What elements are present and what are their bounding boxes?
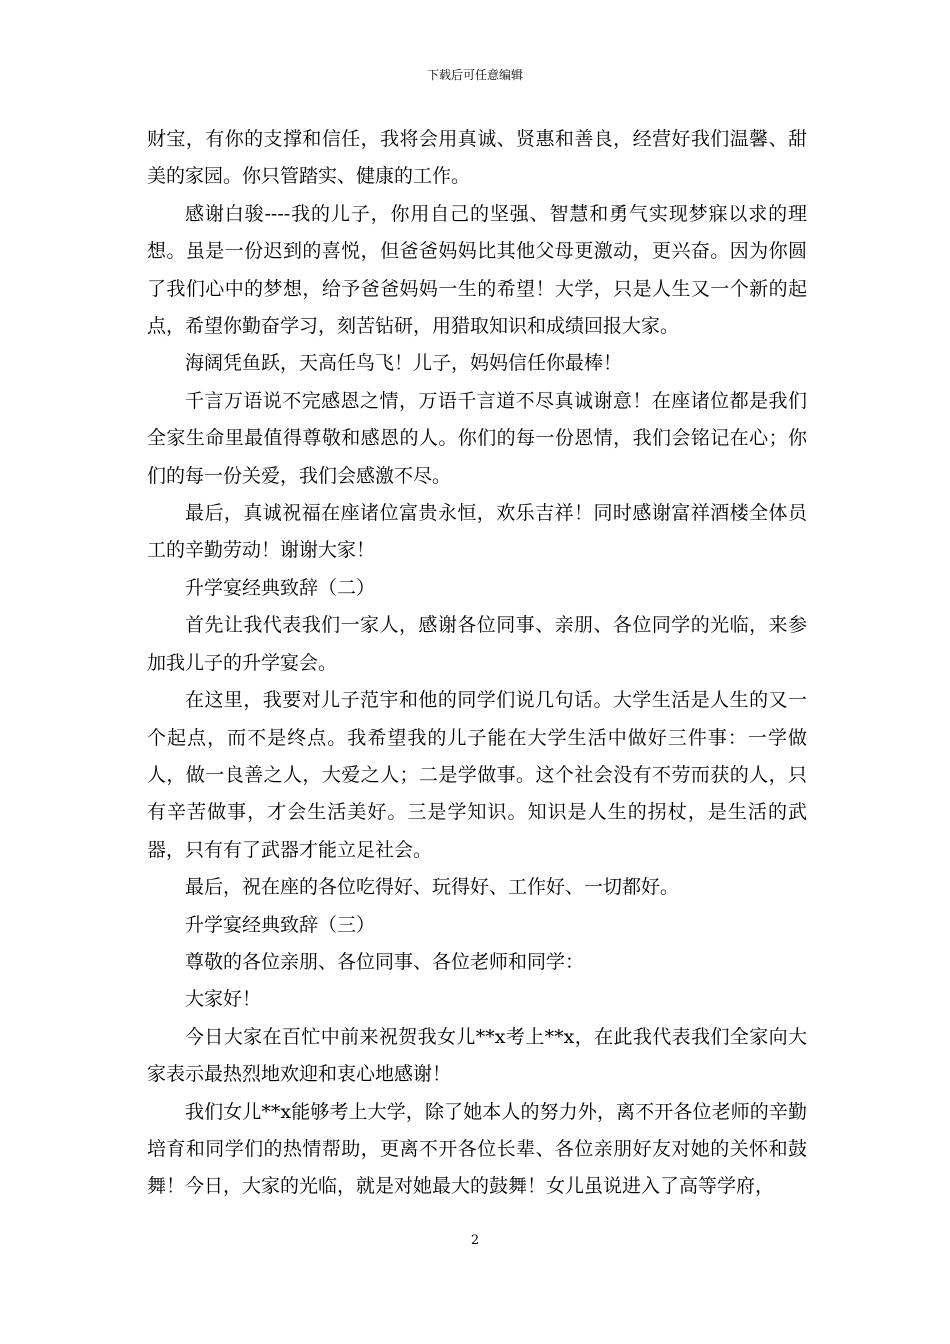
paragraph: 最后，祝在座的各位吃得好、玩得好、工作好、一切都好。: [185, 876, 680, 899]
salutation: 尊敬的各位亲朋、各位同事、各位老师和同学：: [185, 950, 585, 973]
paragraph: 在这里，我要对儿子范宇和他的同学们说几句话。大学生活是人生的又一个起点，而不是终点。我希望我的儿子能在大学生活中做好三件事：一学做人，做一良善之人，大爱之人；二是学做事。这个社会没有不劳而获的人，只有辛苦做事，才会生活美好。三是学知识。知识是人生的拐杖，是生活的武器，只有有了武器才能立足社会。: [147, 689, 807, 861]
section-heading: 升学宴经典致辞（三）: [185, 913, 376, 936]
paragraph: 首先让我代表我们一家人，感谢各位同事、亲朋、各位同学的光临，来参加我儿子的升学宴会。: [147, 614, 807, 674]
paragraph: 财宝，有你的支撑和信任，我将会用真诚、贤惠和善良，经营好我们温馨、甜美的家园。你只管踏实、健康的工作。: [147, 128, 807, 188]
paragraph: 海阔凭鱼跃，天高任鸟飞！儿子，妈妈信任你最棒！: [185, 352, 623, 375]
paragraph: 最后，真诚祝福在座诸位富贵永恒，欢乐吉祥！同时感谢富祥酒楼全体员工的辛勤劳动！谢谢大家！: [147, 502, 807, 562]
paragraph: 感谢白骏----我的儿子，你用自己的坚强、智慧和勇气实现梦寐以求的理想。虽是一份迟到的喜悦，但爸爸妈妈比其他父母更激动，更兴奋。因为你圆了我们心中的梦想，给予爸爸妈妈一生的希望！大学，只是人生又一个新的起点，希望你勤奋学习，刻苦钻研，用猎取知识和成绩回报大家。: [147, 202, 807, 338]
page-number: 2: [470, 1233, 480, 1248]
section-heading: 升学宴经典致辞（二）: [185, 576, 376, 599]
greeting: 大家好！: [185, 988, 262, 1011]
page-header: 下载后可任意编辑: [426, 68, 523, 82]
paragraph: 千言万语说不完感恩之情，万语千言道不尽真诚谢意！在座诸位都是我们全家生命里最值得尊敬和感恩的人。你们的每一份恩情，我们会铭记在心；你们的每一份关爱，我们会感激不尽。: [147, 389, 807, 487]
paragraph: 我们女儿**x能够考上大学，除了她本人的努力外，离不开各位老师的辛勤培育和同学们的热情帮助，更离不开各位长辈、各位亲朋好友对她的关怀和鼓舞！今日，大家的光临，就是对她最大的鼓舞！女儿虽说进入了高等学府，: [147, 1100, 807, 1198]
document-body: [147, 121, 807, 1206]
paragraph: 今日大家在百忙中前来祝贺我女儿**x考上**x，在此我代表我们全家向大家表示最热烈地欢迎和衷心地感谢！: [147, 1025, 807, 1086]
